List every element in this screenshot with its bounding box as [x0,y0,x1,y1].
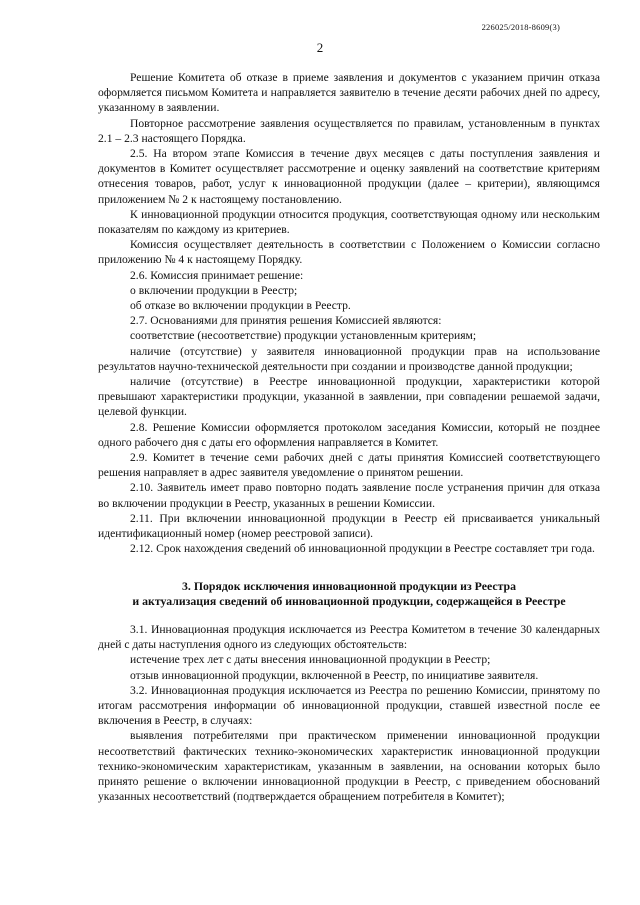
paragraph: Повторное рассмотрение заявления осуществляется по правилам, установленным в пунктах 2.1 – 2.3 настоящего Порядка. [98,116,600,145]
paragraph: соответствие (несоответствие) продукции установленным критериям; [130,329,477,343]
paragraph: 2.6. Комиссия принимает решение: [130,268,304,282]
section-heading-line: 3. Порядок исключения инновационной продукции из Реестра [182,578,516,593]
paragraph: 2.11. При включении инновационной продукции в Реестр ей присваивается уникальный идентификационный номер (номер реестровой записи). [98,511,600,541]
document-body [98,70,600,804]
paragraph: истечение трех лет с даты внесения инновационной продукции в Реестр; [130,653,491,667]
paragraph: 2.5. На втором этапе Комиссия в течение двух месяцев с даты поступления заявления и документов в Комитет осуществляет рассмотрение и оценку заявлений на соответствие критериям отнесения товаров, работ, услуг к инновационной продукции (далее – критерии), являющимся приложением № 2 к настоящему постановлению. [98,147,600,206]
paragraph: 3.1. Инновационная продукция исключается из Реестра Комитетом в течение 30 календарных дней с даты наступления одного из следующих обстоятельств: [98,622,600,652]
paragraph: наличие (отсутствие) у заявителя инновационной продукции прав на использование результатов научно-технической деятельности при создании и производстве данной продукции; [98,344,600,373]
paragraph: Комиссия осуществляет деятельность в соответствии с Положением о Комиссии согласно приложению № 4 к настоящему Порядку. [98,238,600,267]
paragraph: 3.2. Инновационная продукция исключается из Реестра по решению Комиссии, принятому по итогам рассмотрения информации об инновационной продукции, ставшей известной после ее включения в Реестр, в случаях: [98,683,600,728]
paragraph: 2.10. Заявитель имеет право повторно подать заявление после устранения причин для отказа во включении продукции в Реестр, указанных в решении Комиссии. [98,481,600,510]
paragraph: выявления потребителями при практическом применении инновационной продукции несоответствий фактических технико-экономических характеристик инновационной продукции технико-экономическим характеристикам, указанным в заявлении, на основании которых было принято решение о включении инновационной продукции в Реестр, с приведением обоснований указанных несоответствий (подтверждается обращением потребителя в Комитет); [98,729,600,804]
paragraph: 2.8. Решение Комиссии оформляется протоколом заседания Комиссии, который не позднее одного рабочего дня с даты его оформления направляется в Комитет. [98,420,600,449]
page-number: 2 [316,40,324,55]
paragraph: К инновационной продукции относится продукция, соответствующая одному или нескольким показателям по каждому из критериев. [98,207,600,237]
section-3-heading [98,579,600,609]
paragraph: наличие (отсутствие) в Реестре инновационной продукции, характеристики которой превышают характеристики продукции, указанной в заявлении, при совпадении решаемой задачи, целевой функции. [98,375,600,419]
document-registration-number: 226025/2018-8609(3) [481,22,560,32]
paragraph: о включении продукции в Реестр; [130,283,298,297]
paragraph: 2.12. Срок нахождения сведений об инновационной продукции в Реестре составляет три года. [130,542,595,556]
paragraph: Решение Комитета об отказе в приеме заявления и документов с указанием причин отказа оформляется письмом Комитета и направляется заявителю в течение десяти рабочих дней по адресу, указанному в заявлении. [98,71,600,115]
paragraph: 2.9. Комитет в течение семи рабочих дней с даты принятия Комиссией соответствующего решения направляет в адрес заявителя уведомление о принятом решении. [98,451,600,480]
paragraph: 2.7. Основаниями для принятия решения Комиссией являются: [130,314,442,328]
section-heading-line: и актуализация сведений об инновационной продукции, содержащейся в Реестре [132,593,566,608]
paragraph: об отказе во включении продукции в Реестр. [130,299,351,313]
paragraph: отзыв инновационной продукции, включенной в Реестр, по инициативе заявителя. [130,668,539,682]
